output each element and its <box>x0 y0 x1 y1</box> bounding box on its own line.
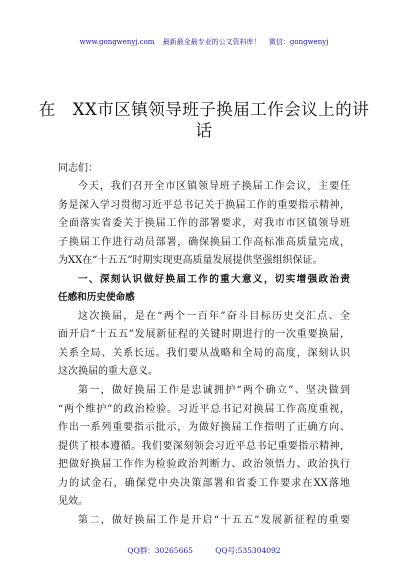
body-line: 为XX在“十五五”时期实现更高质量发展提供坚强组织保证。 <box>58 255 323 267</box>
salutation: 同志们： <box>58 163 98 174</box>
body-line: 力的试金石，确保党中央决策部署和省委工作要求在XX落地 <box>58 477 350 489</box>
body-line: 全面落实省委关于换届工作的部署要求，对我市市区镇领导班 <box>58 218 350 230</box>
body-line: 第二，做好换届工作是开启“十五五”发展新征程的重要 <box>78 514 350 526</box>
body-line: 面开启“十五五”发展新征程的关键时期进行的一次重要换届， <box>58 329 350 341</box>
body-line: 作出一系列重要指示批示，为做好换届工作指明了正确方向、 <box>58 422 350 434</box>
header-wechat: 微信：gongwenyj <box>268 38 329 46</box>
body-line: 第一，做好换届工作是忠诚拥护“两个确立”、坚决做到 <box>78 385 350 397</box>
document-body <box>58 178 350 530</box>
header-banner <box>0 37 408 47</box>
body-line: 务是深入学习贯彻习近平总书记关于换届工作的重要指示精神， <box>58 199 350 211</box>
body-line: 提供了根本遵循。我们要深刻领会习近平总书记重要指示精神， <box>58 440 350 452</box>
body-line: “两个维护”的政治检验。习近平总书记对换届工作高度重视， <box>58 403 350 415</box>
body-line: 把做好换届工作作为检验政治判断力、政治领悟力、政治执行 <box>58 459 350 471</box>
section-heading-line: 一、深刻认识做好换届工作的重大意义，切实增强政治责 <box>78 273 350 285</box>
body-line: 关系全局、关系长远。我们要从战略和全局的高度，深刻认识 <box>58 347 350 359</box>
body-line: 这次换届的重大意义。 <box>58 366 158 378</box>
body-line: 子换届工作进行动员部署，确保换届工作高标准高质量完成， <box>58 236 350 248</box>
header-site-link[interactable]: www.gongwenyj.com <box>79 38 155 46</box>
title-line-1: 在 XX市区镇领导班子换届工作会议上的讲 <box>38 100 370 119</box>
footer-qq-group: QQ群：30265665 <box>127 546 193 555</box>
body-line: 见效。 <box>58 496 88 508</box>
body-line: 这次换届，是在“两个一百年”奋斗目标历史交汇点、全 <box>78 310 350 322</box>
footer-banner <box>0 545 408 556</box>
title-line-2: 话 <box>195 121 213 140</box>
body-line: 今天，我们召开全市区镇领导班子换届工作会议，主要任 <box>78 181 350 192</box>
footer-qq: QQ号:535304092 <box>215 546 281 555</box>
document-title <box>30 99 378 141</box>
section-heading-line: 任感和历史使命感 <box>58 292 135 304</box>
header-slogan: 最新最全最专业的公文资料库！ <box>162 38 261 46</box>
